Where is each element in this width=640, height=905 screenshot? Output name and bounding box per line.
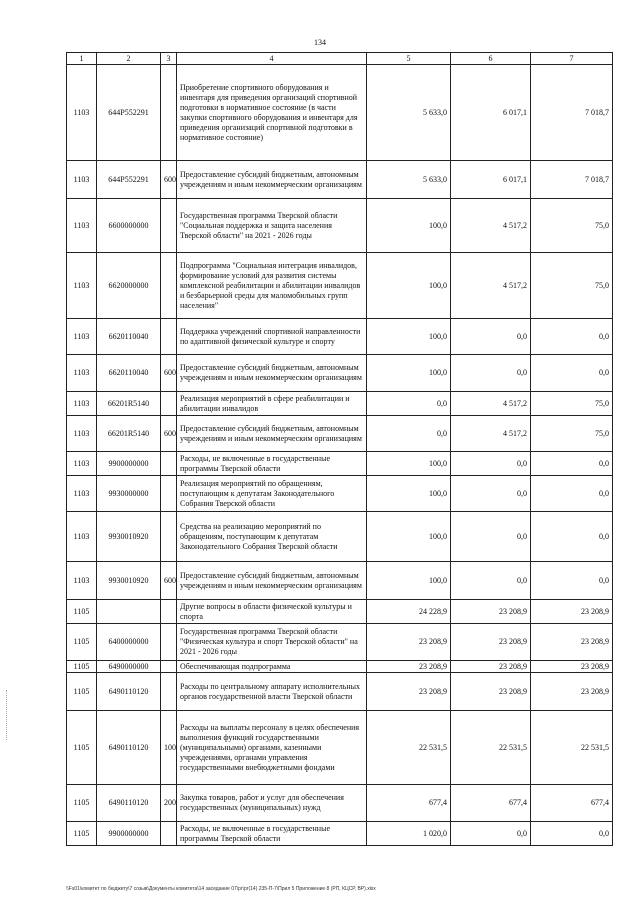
amount-2025-cell: 23 208,9 [451, 661, 531, 673]
table-body [67, 65, 613, 846]
description-cell: Закупка товаров, работ и услуг для обеспечения государственных (муниципальных) нужд [177, 785, 367, 822]
description-cell: Реализация мероприятий в сфере реабилитации и абилитации инвалидов [177, 392, 367, 416]
section-code-cell: 1103 [67, 355, 97, 392]
section-code-cell: 1103 [67, 253, 97, 319]
table-row [67, 416, 613, 452]
amount-2026-cell: 75,0 [531, 253, 613, 319]
column-header: 5 [367, 53, 451, 65]
amount-2026-cell: 75,0 [531, 199, 613, 253]
description-cell: Государственная программа Тверской области "Физическая культура и спорт Тверской области" на 2021 - 2026 годы [177, 624, 367, 661]
expense-type-cell: 600 [161, 416, 177, 452]
target-article-cell: 66201R5140 [97, 416, 161, 452]
table-row [67, 562, 613, 600]
section-code-cell: 1105 [67, 822, 97, 846]
expense-type-cell [161, 661, 177, 673]
amount-2026-cell: 23 208,9 [531, 673, 613, 711]
table-row [67, 199, 613, 253]
description-cell: Предоставление субсидий бюджетным, автономным учреждениям и иным некоммерческим организациям [177, 355, 367, 392]
amount-2026-cell: 0,0 [531, 512, 613, 562]
amount-2025-cell: 4 517,2 [451, 199, 531, 253]
section-code-cell: 1105 [67, 673, 97, 711]
table-row [67, 452, 613, 476]
table-row [67, 624, 613, 661]
amount-2025-cell: 0,0 [451, 476, 531, 512]
column-header: 4 [177, 53, 367, 65]
description-cell: Предоставление субсидий бюджетным, автономным учреждениям и иным некоммерческим организациям [177, 161, 367, 199]
expense-type-cell [161, 65, 177, 161]
expense-type-cell [161, 512, 177, 562]
target-article-cell: 9930010920 [97, 512, 161, 562]
amount-2026-cell: 23 208,9 [531, 600, 613, 624]
description-cell: Предоставление субсидий бюджетным, автономным учреждениям и иным некоммерческим организациям [177, 562, 367, 600]
amount-2025-cell: 23 208,9 [451, 624, 531, 661]
amount-2026-cell: 23 208,9 [531, 624, 613, 661]
description-cell: Расходы, не включенные в государственные программы Тверской области [177, 452, 367, 476]
table-row [67, 65, 613, 161]
amount-2024-cell: 100,0 [367, 512, 451, 562]
amount-2024-cell: 23 208,9 [367, 624, 451, 661]
expense-type-cell [161, 199, 177, 253]
footer-file-path: \\Fs01\комитет по бюджету\7 созыв\Документы комитета\14 заседание 07\pr\pr(14) 235-П-7\Прил 5 Приложение 8 (РП, КЦСР, ВР).xlsx [66, 886, 376, 892]
expense-type-cell: 600 [161, 562, 177, 600]
amount-2026-cell: 0,0 [531, 319, 613, 355]
amount-2025-cell: 0,0 [451, 512, 531, 562]
table-row [67, 785, 613, 822]
description-cell: Расходы по центральному аппарату исполнительных органов государственной власти Тверской области [177, 673, 367, 711]
section-code-cell: 1103 [67, 452, 97, 476]
amount-2024-cell: 5 633,0 [367, 161, 451, 199]
column-header: 2 [97, 53, 161, 65]
section-code-cell: 1105 [67, 661, 97, 673]
amount-2025-cell: 4 517,2 [451, 253, 531, 319]
amount-2026-cell: 0,0 [531, 476, 613, 512]
amount-2026-cell: 0,0 [531, 452, 613, 476]
target-article-cell: 644P552291 [97, 65, 161, 161]
amount-2024-cell: 23 208,9 [367, 661, 451, 673]
amount-2026-cell: 7 018,7 [531, 161, 613, 199]
expense-type-cell [161, 253, 177, 319]
table-row [67, 822, 613, 846]
amount-2024-cell: 24 228,9 [367, 600, 451, 624]
amount-2025-cell: 6 017,1 [451, 161, 531, 199]
section-code-cell: 1103 [67, 161, 97, 199]
column-header: 3 [161, 53, 177, 65]
section-code-cell: 1105 [67, 711, 97, 785]
target-article-cell: 66201R5140 [97, 392, 161, 416]
table-row [67, 355, 613, 392]
amount-2025-cell: 6 017,1 [451, 65, 531, 161]
section-code-cell: 1103 [67, 476, 97, 512]
table-row [67, 661, 613, 673]
section-code-cell: 1105 [67, 600, 97, 624]
amount-2025-cell: 4 517,2 [451, 392, 531, 416]
table-row [67, 673, 613, 711]
amount-2024-cell: 23 208,9 [367, 673, 451, 711]
expense-type-cell [161, 476, 177, 512]
amount-2024-cell: 0,0 [367, 416, 451, 452]
expense-type-cell: 100 [161, 711, 177, 785]
table-row [67, 512, 613, 562]
amount-2026-cell: 0,0 [531, 822, 613, 846]
amount-2024-cell: 0,0 [367, 392, 451, 416]
expense-type-cell [161, 600, 177, 624]
target-article-cell: 6620000000 [97, 253, 161, 319]
amount-2025-cell: 0,0 [451, 822, 531, 846]
target-article-cell: 6620110040 [97, 355, 161, 392]
target-article-cell: 9930010920 [97, 562, 161, 600]
section-code-cell: 1103 [67, 562, 97, 600]
expense-type-cell [161, 673, 177, 711]
amount-2024-cell: 100,0 [367, 476, 451, 512]
target-article-cell: 6600000000 [97, 199, 161, 253]
target-article-cell: 6400000000 [97, 624, 161, 661]
amount-2024-cell: 100,0 [367, 355, 451, 392]
table-row [67, 319, 613, 355]
section-code-cell: 1105 [67, 624, 97, 661]
section-code-cell: 1103 [67, 416, 97, 452]
column-header: 6 [451, 53, 531, 65]
expense-type-cell [161, 452, 177, 476]
amount-2026-cell: 23 208,9 [531, 661, 613, 673]
expense-type-cell [161, 822, 177, 846]
table-header-row [67, 53, 613, 65]
table-row [67, 253, 613, 319]
amount-2026-cell: 75,0 [531, 392, 613, 416]
target-article-cell: 6490000000 [97, 661, 161, 673]
section-code-cell: 1103 [67, 512, 97, 562]
amount-2026-cell: 0,0 [531, 355, 613, 392]
amount-2025-cell: 4 517,2 [451, 416, 531, 452]
description-cell: Расходы, не включенные в государственные программы Тверской области [177, 822, 367, 846]
amount-2026-cell: 22 531,5 [531, 711, 613, 785]
table-row [67, 711, 613, 785]
expense-type-cell [161, 319, 177, 355]
description-cell: Реализация мероприятий по обращениям, поступающим к депутатам Законодательного Собрания Тверской области [177, 476, 367, 512]
target-article-cell: 6490110120 [97, 673, 161, 711]
amount-2026-cell: 75,0 [531, 416, 613, 452]
description-cell: Государственная программа Тверской области "Социальная поддержка и защита населения Тверской области" на 2021 - 2026 годы [177, 199, 367, 253]
budget-table [66, 52, 613, 846]
description-cell: Приобретение спортивного оборудования и инвентаря для приведения организаций спортивной подготовки в нормативное состояние (в части закупки спортивного оборудования и инвентаря для приведения организаций спортивной подготовки в нормативное состояние) [177, 65, 367, 161]
column-header: 7 [531, 53, 613, 65]
target-article-cell: 6490110120 [97, 711, 161, 785]
target-article-cell [97, 600, 161, 624]
amount-2025-cell: 677,4 [451, 785, 531, 822]
amount-2025-cell: 22 531,5 [451, 711, 531, 785]
amount-2025-cell: 0,0 [451, 355, 531, 392]
amount-2026-cell: 677,4 [531, 785, 613, 822]
table-row [67, 161, 613, 199]
amount-2024-cell: 100,0 [367, 562, 451, 600]
column-header: 1 [67, 53, 97, 65]
section-code-cell: 1105 [67, 785, 97, 822]
amount-2024-cell: 100,0 [367, 319, 451, 355]
target-article-cell: 9930000000 [97, 476, 161, 512]
description-cell: Поддержка учреждений спортивной направленности по адаптивной физической культуре и спорту [177, 319, 367, 355]
section-code-cell: 1103 [67, 199, 97, 253]
section-code-cell: 1103 [67, 392, 97, 416]
amount-2024-cell: 5 633,0 [367, 65, 451, 161]
expense-type-cell: 600 [161, 355, 177, 392]
amount-2025-cell: 0,0 [451, 452, 531, 476]
table-row [67, 392, 613, 416]
amount-2024-cell: 100,0 [367, 452, 451, 476]
amount-2025-cell: 0,0 [451, 319, 531, 355]
description-cell: Средства на реализацию мероприятий по обращениям, поступающим к депутатам Законодательного Собрания Тверской области [177, 512, 367, 562]
amount-2024-cell: 1 020,0 [367, 822, 451, 846]
target-article-cell: 9900000000 [97, 822, 161, 846]
amount-2026-cell: 7 018,7 [531, 65, 613, 161]
table-row [67, 600, 613, 624]
amount-2025-cell: 23 208,9 [451, 673, 531, 711]
amount-2024-cell: 22 531,5 [367, 711, 451, 785]
expense-type-cell: 600 [161, 161, 177, 199]
description-cell: Другие вопросы в области физической культуры и спорта [177, 600, 367, 624]
target-article-cell: 9900000000 [97, 452, 161, 476]
target-article-cell: 644P552291 [97, 161, 161, 199]
description-cell: Обеспечивающая подпрограмма [177, 661, 367, 673]
section-code-cell: 1103 [67, 319, 97, 355]
amount-2024-cell: 100,0 [367, 199, 451, 253]
expense-type-cell: 200 [161, 785, 177, 822]
amount-2024-cell: 677,4 [367, 785, 451, 822]
description-cell: Подпрограмма "Социальная интеграция инвалидов, формирование условий для развития системы комплексной реабилитации и абилитации инвалидов и безбарьерной среды для маломобильных групп населения" [177, 253, 367, 319]
description-cell: Предоставление субсидий бюджетным, автономным учреждениям и иным некоммерческим организациям [177, 416, 367, 452]
amount-2025-cell: 23 208,9 [451, 600, 531, 624]
expense-type-cell [161, 392, 177, 416]
expense-type-cell [161, 624, 177, 661]
target-article-cell: 6490110120 [97, 785, 161, 822]
description-cell: Расходы на выплаты персоналу в целях обеспечения выполнения функций государственными (муниципальными) органами, казенными учреждениями, органами управления государственными внебюджетными фондами [177, 711, 367, 785]
amount-2026-cell: 0,0 [531, 562, 613, 600]
amount-2024-cell: 100,0 [367, 253, 451, 319]
margin-marks [6, 690, 11, 740]
target-article-cell: 6620110040 [97, 319, 161, 355]
section-code-cell: 1103 [67, 65, 97, 161]
amount-2025-cell: 0,0 [451, 562, 531, 600]
page-number: 134 [314, 38, 326, 47]
table-row [67, 476, 613, 512]
